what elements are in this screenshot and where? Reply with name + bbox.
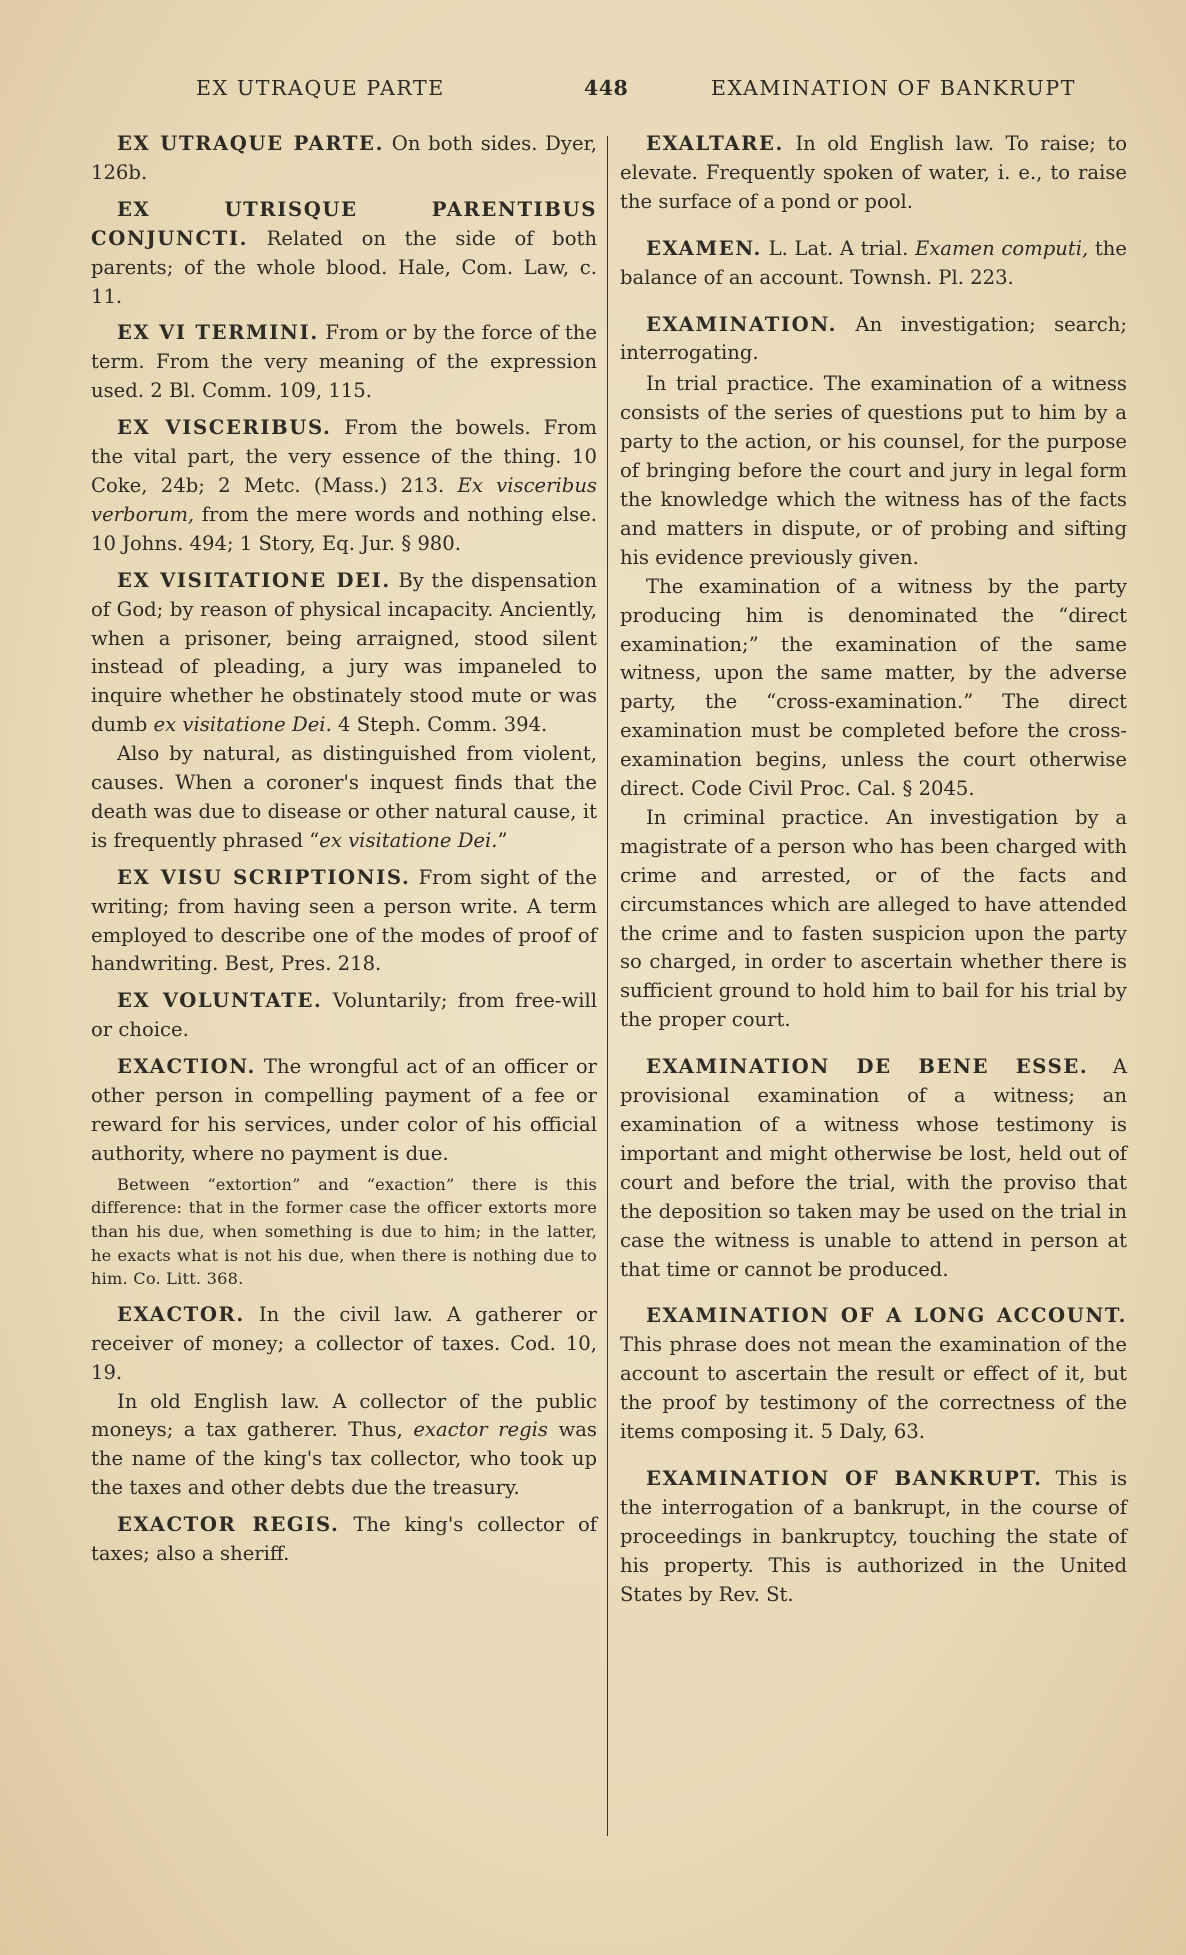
- entry-examen: [620, 235, 1127, 293]
- headword: EX VISITATIONE DEI.: [117, 568, 391, 592]
- entry-ex-vi-termini: [91, 319, 597, 406]
- headword: EXAMINATION.: [646, 312, 838, 336]
- definition: Voluntarily; from free-will or choice.: [91, 989, 597, 1042]
- paragraph-natural-causes: [91, 740, 597, 856]
- running-header: [196, 76, 1076, 106]
- entry-ex-visceribus: [91, 414, 597, 559]
- entry-ex-utrisque-parentibus: [91, 196, 597, 312]
- entry-ex-visitatione-dei: [91, 567, 597, 740]
- definition: L. Lat. A trial.: [768, 236, 909, 260]
- headword: EXAMINATION DE BENE ESSE.: [646, 1055, 1089, 1079]
- headword: EXAMEN.: [646, 236, 762, 260]
- latin-phrase: Ex visceribus verborum,: [91, 473, 597, 526]
- headword: EXALTARE.: [646, 132, 784, 155]
- definition-cont: 4 Steph. Comm. 394.: [338, 713, 548, 737]
- headword: EXACTOR REGIS.: [117, 1513, 340, 1537]
- definition: From sight of the writing; from having seen a person write. A term employed to describe one of the modes of proof of handwriting. Best, Pres. 218.: [91, 865, 597, 976]
- definition: An investigation; search; interrogating.: [620, 312, 1127, 365]
- latin-phrase: ex visitatione Dei.: [153, 713, 332, 737]
- definition: On both sides. Dyer, 126b.: [91, 132, 598, 184]
- paragraph-text: Also by natural, as distinguished from violent, causes. When a coroner's inquest finds that the death was due to disease or other natural cause, it is frequently phrased “: [91, 742, 597, 852]
- entry-exactor: [91, 1301, 597, 1388]
- header-first-term: EX UTRAQUE PARTE: [196, 76, 445, 100]
- column-divider: [607, 136, 608, 1836]
- definition: A provisional examination of a witness; an examination of a witness whose testimony is important and might otherwise be lost, held out of court and before the trial, with the proviso that the deposition so taken may be used on the trial in case the witness is unable to attend in person at that time or cannot be produced.: [620, 1055, 1127, 1281]
- page-number: 448: [584, 76, 629, 100]
- paragraph-direct-examination: The examination of a witness by the party producing him is denominated the “direct examination;” the examination of the same witness, upon the same matter, by the adverse party, the “cross-examination.” The direct examination must be completed before the cross-examination begins, unless the court otherwise direct. Code Civil Proc. Cal. § 2045.: [620, 574, 1127, 801]
- right-column: [620, 130, 1127, 1618]
- entry-ex-visu-scriptionis: [91, 864, 597, 980]
- definition: From or by the force of the term. From the very meaning of the expression used. 2 Bl. Comm. 109, 115.: [91, 321, 597, 403]
- definition: This phrase does not mean the examination of the account to ascertain the result or effect of it, but the proof by testimony of the correctness of the items composing it. 5 Daly, 63.: [620, 1333, 1127, 1444]
- definition: The wrongful act of an officer or other person in compelling payment of a fee or reward for his services, under color of his official authority, where no payment is due.: [91, 1055, 597, 1165]
- definition-cont: from the mere words and nothing else. 10 Johns. 494; 1 Story, Eq. Jur. § 980.: [91, 502, 597, 555]
- definition: Related on the side of both parents; of the whole blood. Hale, Com. Law, c. 11.: [91, 226, 597, 308]
- entry-exaction: [91, 1053, 597, 1169]
- definition: In the civil law. A gatherer or receiver of money; a collector of taxes. Cod. 10, 19.: [91, 1302, 597, 1384]
- definition: The king's collector of taxes; also a sheriff.: [91, 1513, 598, 1566]
- latin-phrase: exactor regis: [413, 1418, 548, 1442]
- entry-ex-voluntate: [91, 987, 597, 1045]
- definition: This is the interrogation of a bankrupt, in the course of proceedings in bankruptcy, touching the state of his property. This is authorized in the United States by Rev. St.: [620, 1466, 1128, 1606]
- headword: EX UTRISQUE PARENTIBUS CONJUNCTI.: [91, 197, 597, 250]
- headword: EXACTION.: [117, 1055, 256, 1079]
- paragraph-text-end: ”: [497, 828, 508, 852]
- definition: In old English law. To raise; to elevate. Frequently spoken of water, i. e., to raise the surface of a pond or pool.: [620, 132, 1127, 213]
- left-column: [91, 130, 597, 1577]
- definition: From the bowels. From the vital part, the very essence of the thing. 10 Coke, 24b; 2 Metc. (Mass.) 213.: [91, 416, 597, 497]
- entry-ex-utraque-parte: [91, 130, 597, 188]
- paragraph-old-english-law: [91, 1388, 597, 1504]
- entry-examination-long-account: [620, 1302, 1127, 1447]
- headword: EXAMINATION OF A LONG ACCOUNT.: [646, 1304, 1127, 1328]
- note-extortion-exaction: Between “extortion” and “exaction” there is this difference: that in the former case the officer extorts more than his due, when something is due to him; in the latter, he exacts what is not his due, when there is nothing due to him. Co. Litt. 368.: [91, 1174, 597, 1289]
- definition-cont: the balance of an account. Townsh. Pl. 223.: [620, 236, 1127, 289]
- entry-exaltare: [620, 130, 1127, 217]
- paragraph-text: In old English law. A collector of the public moneys; a tax gatherer. Thus,: [91, 1389, 597, 1442]
- entry-exactor-regis: [91, 1511, 597, 1569]
- entry-examination-of-bankrupt: [620, 1465, 1127, 1610]
- definition: By the dispensation of God; by reason of physical incapacity. Anciently, when a prisoner, being arraigned, stood silent instead of pleading, a jury was impaneled to inquire whether he obstinately stood mute or was dumb: [91, 568, 598, 737]
- headword: EX VISU SCRIPTIONIS.: [117, 865, 411, 889]
- header-last-term: EXAMINATION OF BANKRUPT: [710, 76, 1076, 100]
- paragraph-text-end: was the name of the king's tax collector, who took up the taxes and other debts due the treasury.: [91, 1418, 597, 1500]
- headword: EXACTOR.: [117, 1302, 245, 1326]
- latin-phrase: Examen computi,: [914, 236, 1089, 260]
- latin-phrase: ex visitatione Dei.: [319, 828, 498, 852]
- headword: EX VI TERMINI.: [117, 321, 319, 345]
- entry-examination-de-bene-esse: [620, 1053, 1127, 1284]
- headword: EX VISCERIBUS.: [117, 416, 332, 440]
- paragraph-criminal-practice: In criminal practice. An investigation by a magistrate of a person who has been charged with crime and arrested, or of the facts and circumstances which are alleged to have attended the crime and to fasten suspicion upon the party so charged, in order to ascertain whether there is sufficient ground to hold him to bail for his trial by the proper court.: [620, 805, 1127, 1032]
- paragraph-trial-practice: In trial practice. The examination of a witness consists of the series of questions put to him by a party to the action, or his counsel, for the purpose of bringing before the court and jury in legal form the knowledge which the witness has of the facts and matters in dispute, or of probing and sifting his evidence previously given.: [620, 372, 1127, 569]
- entry-examination: [620, 311, 1127, 369]
- headword: EX UTRAQUE PARTE.: [117, 132, 385, 155]
- headword: EX VOLUNTATE.: [117, 989, 323, 1013]
- headword: EXAMINATION OF BANKRUPT.: [646, 1466, 1043, 1490]
